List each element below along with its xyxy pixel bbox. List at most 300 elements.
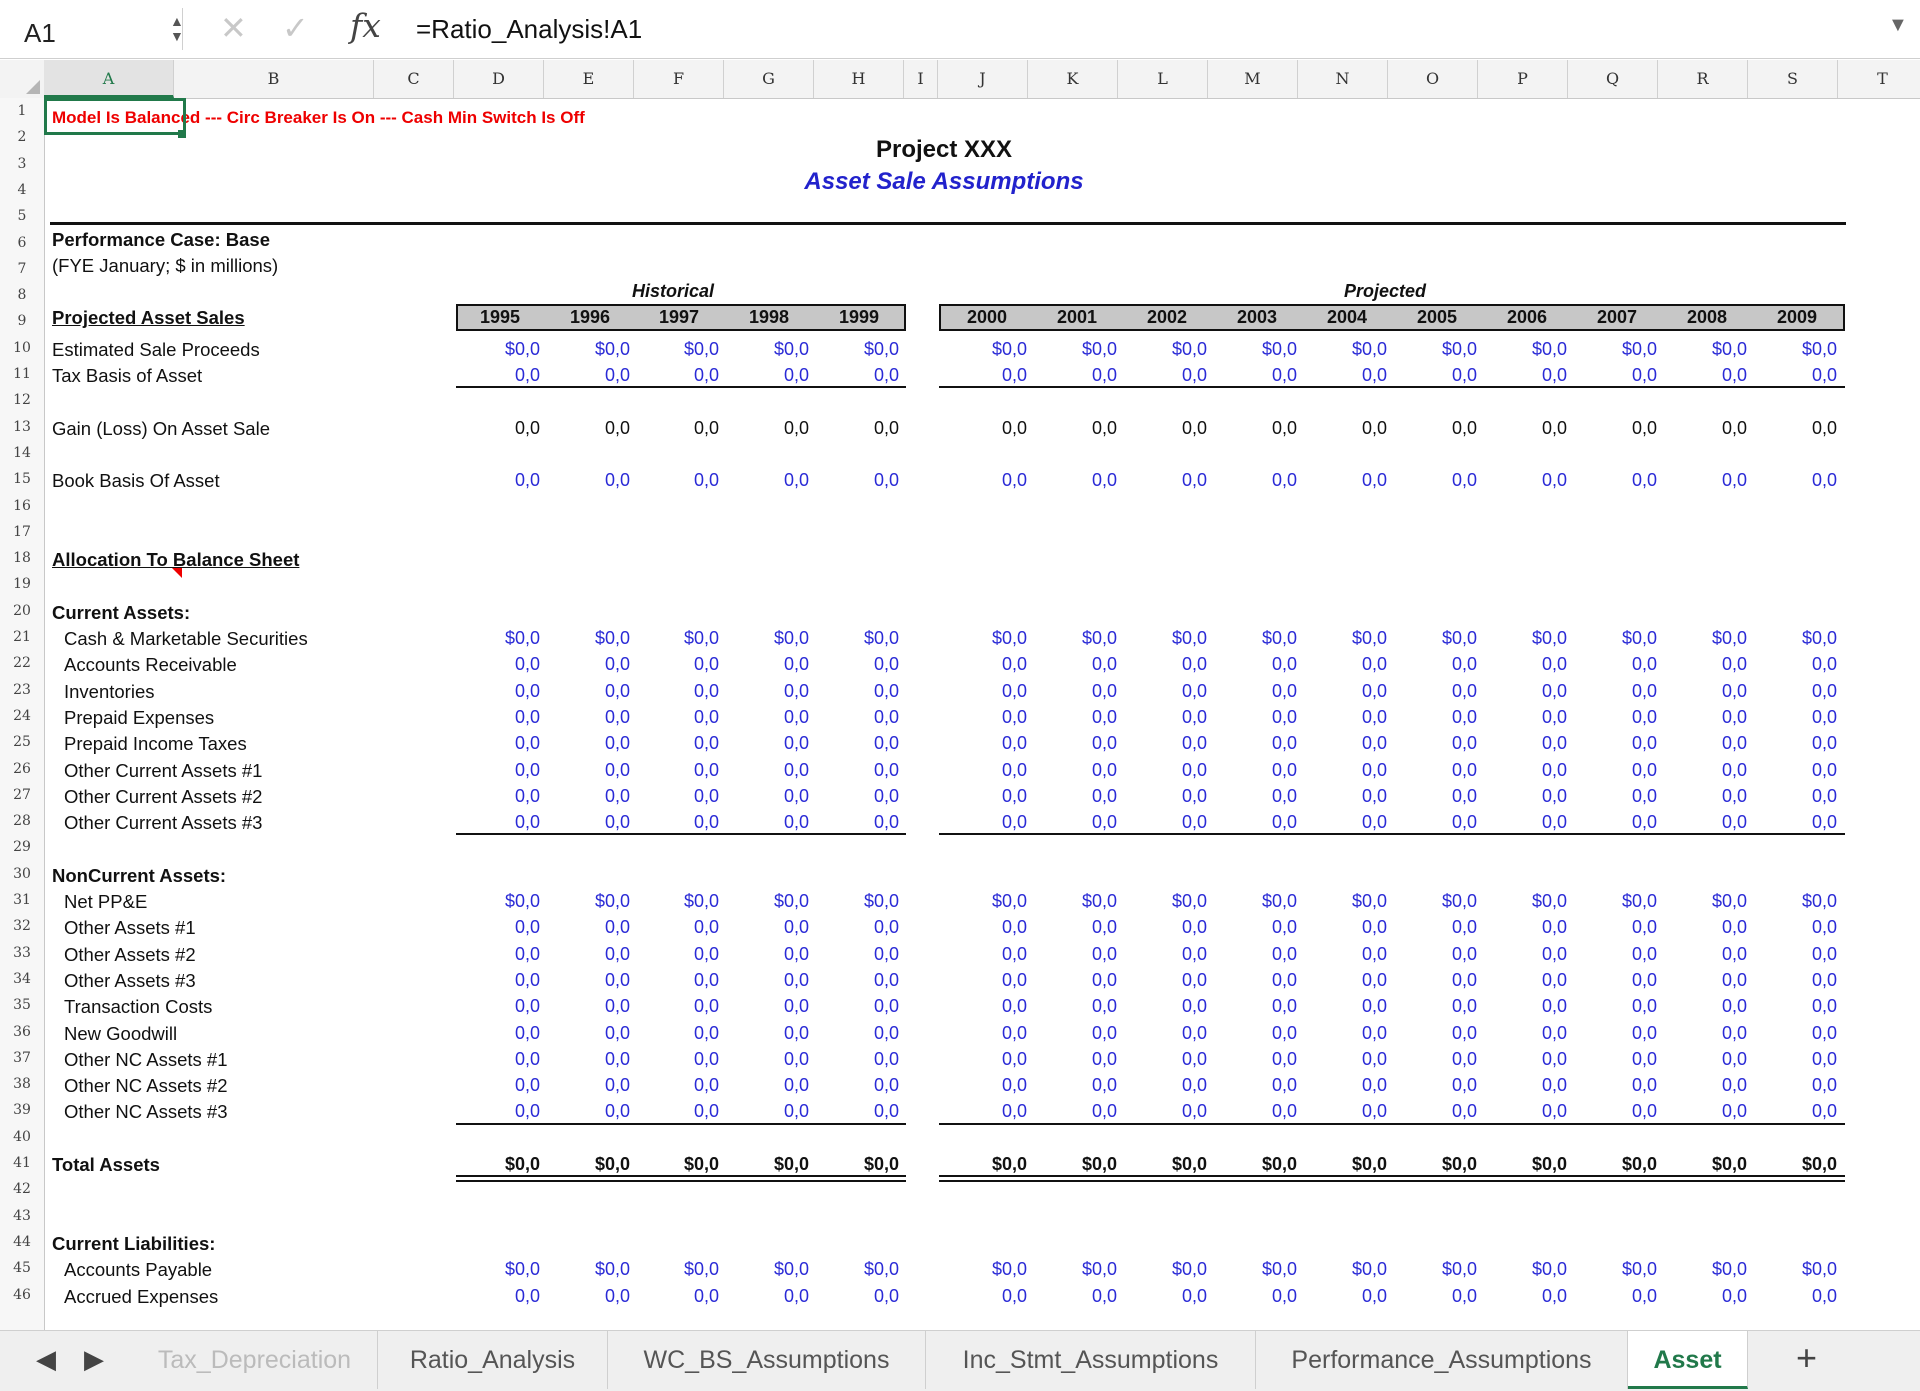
value-cell[interactable]: $0,0 [1351, 1154, 1387, 1174]
value-cell[interactable]: 0,0 [1001, 1285, 1027, 1306]
value-cell[interactable]: 0,0 [1541, 943, 1567, 964]
row-header[interactable]: 2 [17, 129, 27, 146]
value-cell[interactable]: 0,0 [1091, 1285, 1117, 1306]
value-cell[interactable]: 0,0 [1091, 943, 1117, 964]
value-cell[interactable]: 0,0 [514, 785, 540, 806]
sheet-tab[interactable]: Asset [1628, 1331, 1748, 1389]
column-header[interactable]: G [724, 60, 814, 98]
value-cell[interactable]: 0,0 [1181, 680, 1207, 701]
row-header[interactable]: 37 [13, 1049, 31, 1066]
value-cell[interactable]: 0,0 [514, 1101, 540, 1122]
row-header[interactable]: 7 [17, 260, 27, 277]
row-header[interactable]: 14 [13, 444, 31, 461]
value-cell[interactable]: 0,0 [1451, 470, 1477, 491]
value-cell[interactable]: 0,0 [1541, 417, 1567, 438]
row-header[interactable]: 30 [13, 865, 31, 882]
value-cell[interactable]: 0,0 [1091, 470, 1117, 491]
value-cell[interactable]: 0,0 [1721, 1022, 1747, 1043]
column-header[interactable]: R [1658, 60, 1748, 98]
value-cell[interactable]: 0,0 [1271, 1285, 1297, 1306]
value-cell[interactable]: 0,0 [514, 365, 540, 385]
value-cell[interactable]: 0,0 [873, 1022, 899, 1043]
value-cell[interactable]: 0,0 [514, 654, 540, 675]
value-cell[interactable]: $0,0 [1801, 1259, 1837, 1280]
value-cell[interactable]: 0,0 [1181, 943, 1207, 964]
value-cell[interactable]: 0,0 [1181, 417, 1207, 438]
value-cell[interactable]: 0,0 [1361, 759, 1387, 780]
value-cell[interactable]: 0,0 [693, 1075, 719, 1096]
row-header[interactable]: 8 [17, 287, 27, 304]
value-cell[interactable]: $0,0 [683, 1259, 719, 1280]
value-cell[interactable]: 0,0 [1271, 654, 1297, 675]
value-cell[interactable]: 0,0 [693, 417, 719, 438]
value-cell[interactable]: 0,0 [1541, 470, 1567, 491]
value-cell[interactable]: $0,0 [1081, 338, 1117, 359]
value-cell[interactable]: 0,0 [1091, 733, 1117, 754]
row-header[interactable]: 43 [13, 1207, 31, 1224]
value-cell[interactable]: $0,0 [1351, 338, 1387, 359]
value-cell[interactable]: 0,0 [1451, 917, 1477, 938]
value-cell[interactable]: $0,0 [594, 1154, 630, 1174]
value-cell[interactable]: 0,0 [693, 680, 719, 701]
row-header[interactable]: 33 [13, 944, 31, 961]
row-header[interactable]: 16 [13, 497, 31, 514]
value-cell[interactable]: 0,0 [1721, 812, 1747, 833]
value-cell[interactable]: $0,0 [1171, 338, 1207, 359]
row-header[interactable]: 26 [13, 760, 31, 777]
value-cell[interactable]: 0,0 [1001, 733, 1027, 754]
value-cell[interactable]: 0,0 [604, 785, 630, 806]
row-header[interactable]: 22 [13, 655, 31, 672]
value-cell[interactable]: 0,0 [873, 365, 899, 385]
value-cell[interactable]: 0,0 [1451, 706, 1477, 727]
value-cell[interactable]: 0,0 [1631, 1285, 1657, 1306]
column-header[interactable]: Q [1568, 60, 1658, 98]
value-cell[interactable]: 0,0 [1361, 417, 1387, 438]
value-cell[interactable]: 0,0 [783, 943, 809, 964]
value-cell[interactable]: $0,0 [773, 891, 809, 911]
value-cell[interactable]: $0,0 [1171, 1259, 1207, 1280]
value-cell[interactable]: 0,0 [1001, 654, 1027, 675]
value-cell[interactable]: 0,0 [1001, 943, 1027, 964]
row-header[interactable]: 21 [13, 629, 31, 645]
value-cell[interactable]: 0,0 [873, 943, 899, 964]
value-cell[interactable]: 0,0 [1091, 785, 1117, 806]
value-cell[interactable]: 0,0 [1541, 706, 1567, 727]
value-cell[interactable]: 0,0 [873, 917, 899, 938]
value-cell[interactable]: $0,0 [594, 891, 630, 911]
row-header[interactable]: 3 [17, 155, 27, 172]
row-header[interactable]: 34 [13, 970, 31, 987]
value-cell[interactable]: 0,0 [1541, 759, 1567, 780]
value-cell[interactable]: $0,0 [1351, 1259, 1387, 1280]
row-header[interactable]: 27 [13, 786, 31, 803]
value-cell[interactable]: 0,0 [1811, 996, 1837, 1017]
row-header[interactable]: 28 [13, 813, 31, 830]
value-cell[interactable]: 0,0 [1721, 785, 1747, 806]
value-cell[interactable]: 0,0 [604, 417, 630, 438]
value-cell[interactable]: 0,0 [1811, 943, 1837, 964]
value-cell[interactable]: 0,0 [1451, 733, 1477, 754]
value-cell[interactable]: $0,0 [504, 338, 540, 359]
value-cell[interactable]: 0,0 [1271, 417, 1297, 438]
value-cell[interactable]: $0,0 [1171, 628, 1207, 648]
value-cell[interactable]: $0,0 [1081, 891, 1117, 911]
sheet-tab[interactable]: Tax_Depreciation [132, 1331, 378, 1389]
value-cell[interactable]: 0,0 [1721, 470, 1747, 491]
value-cell[interactable]: 0,0 [783, 417, 809, 438]
value-cell[interactable]: $0,0 [1261, 1259, 1297, 1280]
name-box[interactable] [10, 8, 183, 50]
value-cell[interactable]: 0,0 [604, 759, 630, 780]
value-cell[interactable]: $0,0 [1081, 628, 1117, 648]
value-cell[interactable]: 0,0 [783, 365, 809, 385]
value-cell[interactable]: 0,0 [604, 654, 630, 675]
row-header[interactable]: 41 [13, 1155, 31, 1171]
row-header[interactable]: 44 [13, 1233, 31, 1250]
column-header[interactable]: F [634, 60, 724, 98]
value-cell[interactable]: 0,0 [514, 1075, 540, 1096]
value-cell[interactable]: $0,0 [1261, 628, 1297, 648]
value-cell[interactable]: 0,0 [514, 1048, 540, 1069]
value-cell[interactable]: $0,0 [1801, 628, 1837, 648]
value-cell[interactable]: 0,0 [1001, 759, 1027, 780]
value-cell[interactable]: 0,0 [1181, 365, 1207, 385]
value-cell[interactable]: 0,0 [1181, 785, 1207, 806]
row-header[interactable]: 45 [13, 1260, 31, 1277]
value-cell[interactable]: 0,0 [514, 917, 540, 938]
value-cell[interactable]: $0,0 [1441, 628, 1477, 648]
value-cell[interactable]: $0,0 [1531, 628, 1567, 648]
value-cell[interactable]: 0,0 [1271, 1022, 1297, 1043]
row-header[interactable]: 4 [17, 181, 27, 198]
value-cell[interactable]: 0,0 [873, 1285, 899, 1306]
value-cell[interactable]: 0,0 [1631, 654, 1657, 675]
select-all-corner[interactable] [0, 60, 45, 98]
row-header[interactable]: 18 [13, 550, 31, 567]
value-cell[interactable]: 0,0 [1361, 996, 1387, 1017]
value-cell[interactable]: $0,0 [1351, 891, 1387, 911]
value-cell[interactable]: 0,0 [1631, 812, 1657, 833]
value-cell[interactable]: 0,0 [1361, 470, 1387, 491]
row-header[interactable]: 40 [13, 1128, 31, 1145]
value-cell[interactable]: 0,0 [1451, 996, 1477, 1017]
row-header[interactable]: 11 [13, 366, 31, 382]
value-cell[interactable]: 0,0 [1271, 680, 1297, 701]
value-cell[interactable]: 0,0 [514, 417, 540, 438]
value-cell[interactable]: 0,0 [604, 470, 630, 491]
value-cell[interactable]: 0,0 [1631, 1101, 1657, 1122]
value-cell[interactable]: 0,0 [514, 733, 540, 754]
value-cell[interactable]: 0,0 [783, 1285, 809, 1306]
value-cell[interactable]: 0,0 [1001, 1048, 1027, 1069]
cancel-icon[interactable]: ✕ [220, 10, 247, 46]
value-cell[interactable]: 0,0 [873, 996, 899, 1017]
row-header[interactable]: 17 [13, 523, 31, 540]
row-header[interactable]: 10 [13, 339, 31, 356]
value-cell[interactable]: 0,0 [1811, 680, 1837, 701]
value-cell[interactable]: $0,0 [773, 338, 809, 359]
value-cell[interactable]: 0,0 [783, 733, 809, 754]
value-cell[interactable]: 0,0 [1091, 365, 1117, 385]
value-cell[interactable]: 0,0 [1091, 1075, 1117, 1096]
row-header[interactable]: 12 [13, 392, 31, 409]
value-cell[interactable]: 0,0 [1721, 365, 1747, 385]
value-cell[interactable]: $0,0 [504, 891, 540, 911]
value-cell[interactable]: 0,0 [1091, 706, 1117, 727]
value-cell[interactable]: 0,0 [1721, 1101, 1747, 1122]
row-header[interactable]: 46 [13, 1286, 31, 1303]
value-cell[interactable]: 0,0 [1181, 996, 1207, 1017]
value-cell[interactable]: 0,0 [1181, 733, 1207, 754]
value-cell[interactable]: 0,0 [1721, 733, 1747, 754]
row-header[interactable]: 32 [13, 918, 31, 935]
column-header[interactable]: D [454, 60, 544, 98]
value-cell[interactable]: 0,0 [1091, 996, 1117, 1017]
value-cell[interactable]: 0,0 [1451, 785, 1477, 806]
value-cell[interactable]: 0,0 [1001, 917, 1027, 938]
value-cell[interactable]: $0,0 [1441, 338, 1477, 359]
value-cell[interactable]: 0,0 [1811, 1022, 1837, 1043]
value-cell[interactable]: 0,0 [1451, 1022, 1477, 1043]
value-cell[interactable]: $0,0 [1711, 338, 1747, 359]
value-cell[interactable]: 0,0 [1181, 470, 1207, 491]
value-cell[interactable]: 0,0 [1451, 812, 1477, 833]
value-cell[interactable]: 0,0 [1001, 996, 1027, 1017]
value-cell[interactable]: 0,0 [1361, 365, 1387, 385]
value-cell[interactable]: $0,0 [1531, 891, 1567, 911]
value-cell[interactable]: 0,0 [1811, 969, 1837, 990]
value-cell[interactable]: 0,0 [1271, 365, 1297, 385]
value-cell[interactable]: 0,0 [1721, 680, 1747, 701]
sheet-grid[interactable] [44, 98, 1920, 1330]
column-header[interactable]: M [1208, 60, 1298, 98]
value-cell[interactable]: 0,0 [693, 996, 719, 1017]
row-header[interactable]: 1 [17, 103, 27, 119]
value-cell[interactable]: 0,0 [693, 470, 719, 491]
value-cell[interactable]: 0,0 [693, 706, 719, 727]
value-cell[interactable]: 0,0 [1631, 917, 1657, 938]
column-header[interactable]: I [904, 60, 938, 98]
value-cell[interactable]: $0,0 [1351, 628, 1387, 648]
value-cell[interactable]: 0,0 [1541, 969, 1567, 990]
value-cell[interactable]: $0,0 [991, 628, 1027, 648]
column-header[interactable]: N [1298, 60, 1388, 98]
value-cell[interactable]: 0,0 [1811, 1048, 1837, 1069]
value-cell[interactable]: 0,0 [1631, 1022, 1657, 1043]
value-cell[interactable]: 0,0 [1811, 1285, 1837, 1306]
value-cell[interactable]: $0,0 [1441, 1259, 1477, 1280]
value-cell[interactable]: $0,0 [863, 891, 899, 911]
value-cell[interactable]: 0,0 [1631, 1075, 1657, 1096]
sheet-tab[interactable]: Ratio_Analysis [378, 1331, 608, 1389]
value-cell[interactable]: 0,0 [604, 365, 630, 385]
value-cell[interactable]: $0,0 [504, 1154, 540, 1174]
value-cell[interactable]: 0,0 [783, 706, 809, 727]
value-cell[interactable]: 0,0 [1631, 733, 1657, 754]
value-cell[interactable]: 0,0 [604, 943, 630, 964]
value-cell[interactable]: 0,0 [1811, 917, 1837, 938]
value-cell[interactable]: 0,0 [514, 759, 540, 780]
value-cell[interactable]: 0,0 [693, 917, 719, 938]
row-header[interactable]: 38 [13, 1076, 31, 1093]
value-cell[interactable]: 0,0 [1361, 943, 1387, 964]
value-cell[interactable]: 0,0 [1541, 1022, 1567, 1043]
value-cell[interactable]: 0,0 [1811, 1075, 1837, 1096]
value-cell[interactable]: 0,0 [693, 1022, 719, 1043]
value-cell[interactable]: 0,0 [1361, 785, 1387, 806]
value-cell[interactable]: $0,0 [863, 338, 899, 359]
value-cell[interactable]: 0,0 [1181, 1101, 1207, 1122]
value-cell[interactable]: 0,0 [1541, 1285, 1567, 1306]
value-cell[interactable]: $0,0 [1801, 1154, 1837, 1174]
value-cell[interactable]: 0,0 [1541, 654, 1567, 675]
value-cell[interactable]: 0,0 [1361, 680, 1387, 701]
value-cell[interactable]: 0,0 [604, 706, 630, 727]
value-cell[interactable]: 0,0 [873, 1048, 899, 1069]
value-cell[interactable]: 0,0 [1271, 1075, 1297, 1096]
value-cell[interactable]: $0,0 [1711, 628, 1747, 648]
value-cell[interactable]: 0,0 [1721, 969, 1747, 990]
value-cell[interactable]: $0,0 [1261, 338, 1297, 359]
value-cell[interactable]: 0,0 [783, 1101, 809, 1122]
value-cell[interactable]: $0,0 [1261, 1154, 1297, 1174]
value-cell[interactable]: 0,0 [1541, 680, 1567, 701]
value-cell[interactable]: 0,0 [1451, 654, 1477, 675]
row-header[interactable]: 31 [13, 892, 31, 908]
value-cell[interactable]: 0,0 [1541, 1048, 1567, 1069]
value-cell[interactable]: 0,0 [1271, 733, 1297, 754]
value-cell[interactable]: 0,0 [1181, 759, 1207, 780]
value-cell[interactable]: $0,0 [1441, 891, 1477, 911]
value-cell[interactable]: 0,0 [873, 1075, 899, 1096]
next-sheet-icon[interactable]: ▶ [84, 1344, 104, 1374]
value-cell[interactable]: 0,0 [1631, 365, 1657, 385]
value-cell[interactable]: 0,0 [1811, 706, 1837, 727]
value-cell[interactable]: $0,0 [1531, 1154, 1567, 1174]
value-cell[interactable]: 0,0 [1541, 996, 1567, 1017]
value-cell[interactable]: 0,0 [1361, 969, 1387, 990]
value-cell[interactable]: $0,0 [863, 1259, 899, 1280]
value-cell[interactable]: 0,0 [514, 812, 540, 833]
value-cell[interactable]: $0,0 [683, 891, 719, 911]
value-cell[interactable]: 0,0 [1451, 1075, 1477, 1096]
column-header[interactable]: L [1118, 60, 1208, 98]
value-cell[interactable]: 0,0 [1361, 1022, 1387, 1043]
value-cell[interactable]: 0,0 [1091, 1048, 1117, 1069]
value-cell[interactable]: 0,0 [1631, 680, 1657, 701]
value-cell[interactable]: 0,0 [514, 1285, 540, 1306]
value-cell[interactable]: 0,0 [1091, 917, 1117, 938]
value-cell[interactable]: 0,0 [873, 680, 899, 701]
value-cell[interactable]: 0,0 [873, 417, 899, 438]
value-cell[interactable]: 0,0 [1721, 417, 1747, 438]
value-cell[interactable]: 0,0 [1451, 969, 1477, 990]
value-cell[interactable]: 0,0 [1811, 417, 1837, 438]
value-cell[interactable]: 0,0 [514, 1022, 540, 1043]
value-cell[interactable]: 0,0 [1721, 917, 1747, 938]
column-header[interactable]: J [938, 60, 1028, 98]
value-cell[interactable]: 0,0 [1271, 996, 1297, 1017]
value-cell[interactable]: 0,0 [514, 969, 540, 990]
value-cell[interactable]: 0,0 [873, 969, 899, 990]
value-cell[interactable]: $0,0 [594, 628, 630, 648]
value-cell[interactable]: 0,0 [1091, 654, 1117, 675]
value-cell[interactable]: 0,0 [783, 812, 809, 833]
value-cell[interactable]: 0,0 [783, 917, 809, 938]
value-cell[interactable]: 0,0 [693, 969, 719, 990]
value-cell[interactable]: 0,0 [1451, 417, 1477, 438]
value-cell[interactable]: 0,0 [1721, 1048, 1747, 1069]
row-header[interactable]: 15 [13, 471, 31, 488]
value-cell[interactable]: 0,0 [1361, 1285, 1387, 1306]
value-cell[interactable]: 0,0 [783, 654, 809, 675]
value-cell[interactable]: 0,0 [1001, 365, 1027, 385]
value-cell[interactable]: 0,0 [1001, 1075, 1027, 1096]
value-cell[interactable]: $0,0 [1531, 338, 1567, 359]
column-header[interactable]: K [1028, 60, 1118, 98]
value-cell[interactable]: 0,0 [1811, 654, 1837, 675]
column-header[interactable]: H [814, 60, 904, 98]
value-cell[interactable]: 0,0 [604, 1285, 630, 1306]
prev-sheet-icon[interactable]: ◀ [36, 1344, 56, 1374]
column-header[interactable]: O [1388, 60, 1478, 98]
column-header[interactable]: P [1478, 60, 1568, 98]
value-cell[interactable]: 0,0 [1091, 680, 1117, 701]
value-cell[interactable]: 0,0 [693, 1048, 719, 1069]
value-cell[interactable]: 0,0 [1181, 917, 1207, 938]
value-cell[interactable]: 0,0 [1541, 1101, 1567, 1122]
value-cell[interactable]: 0,0 [1181, 654, 1207, 675]
value-cell[interactable]: $0,0 [504, 628, 540, 648]
value-cell[interactable]: 0,0 [604, 733, 630, 754]
value-cell[interactable]: 0,0 [1181, 1075, 1207, 1096]
value-cell[interactable]: 0,0 [1451, 759, 1477, 780]
value-cell[interactable]: 0,0 [1631, 470, 1657, 491]
value-cell[interactable]: $0,0 [504, 1259, 540, 1280]
value-cell[interactable]: $0,0 [991, 891, 1027, 911]
value-cell[interactable]: $0,0 [773, 1259, 809, 1280]
value-cell[interactable]: 0,0 [693, 1285, 719, 1306]
selected-cell-a1[interactable] [44, 98, 186, 135]
value-cell[interactable]: 0,0 [1631, 785, 1657, 806]
value-cell[interactable]: 0,0 [693, 733, 719, 754]
value-cell[interactable]: 0,0 [783, 470, 809, 491]
value-cell[interactable]: 0,0 [1271, 1048, 1297, 1069]
value-cell[interactable]: 0,0 [1721, 759, 1747, 780]
value-cell[interactable]: 0,0 [1271, 759, 1297, 780]
value-cell[interactable]: 0,0 [1541, 812, 1567, 833]
value-cell[interactable]: $0,0 [1081, 1259, 1117, 1280]
value-cell[interactable]: 0,0 [873, 785, 899, 806]
value-cell[interactable]: 0,0 [693, 943, 719, 964]
value-cell[interactable]: $0,0 [1621, 891, 1657, 911]
value-cell[interactable]: 0,0 [1001, 1022, 1027, 1043]
value-cell[interactable]: 0,0 [514, 470, 540, 491]
value-cell[interactable]: 0,0 [783, 1022, 809, 1043]
value-cell[interactable]: 0,0 [1091, 417, 1117, 438]
value-cell[interactable]: 0,0 [1091, 1101, 1117, 1122]
value-cell[interactable]: $0,0 [1621, 628, 1657, 648]
value-cell[interactable]: 0,0 [1721, 996, 1747, 1017]
value-cell[interactable]: 0,0 [1091, 969, 1117, 990]
value-cell[interactable]: $0,0 [991, 1259, 1027, 1280]
value-cell[interactable]: 0,0 [1001, 969, 1027, 990]
value-cell[interactable]: 0,0 [1001, 812, 1027, 833]
value-cell[interactable]: $0,0 [1081, 1154, 1117, 1174]
value-cell[interactable]: $0,0 [863, 628, 899, 648]
value-cell[interactable]: 0,0 [514, 943, 540, 964]
